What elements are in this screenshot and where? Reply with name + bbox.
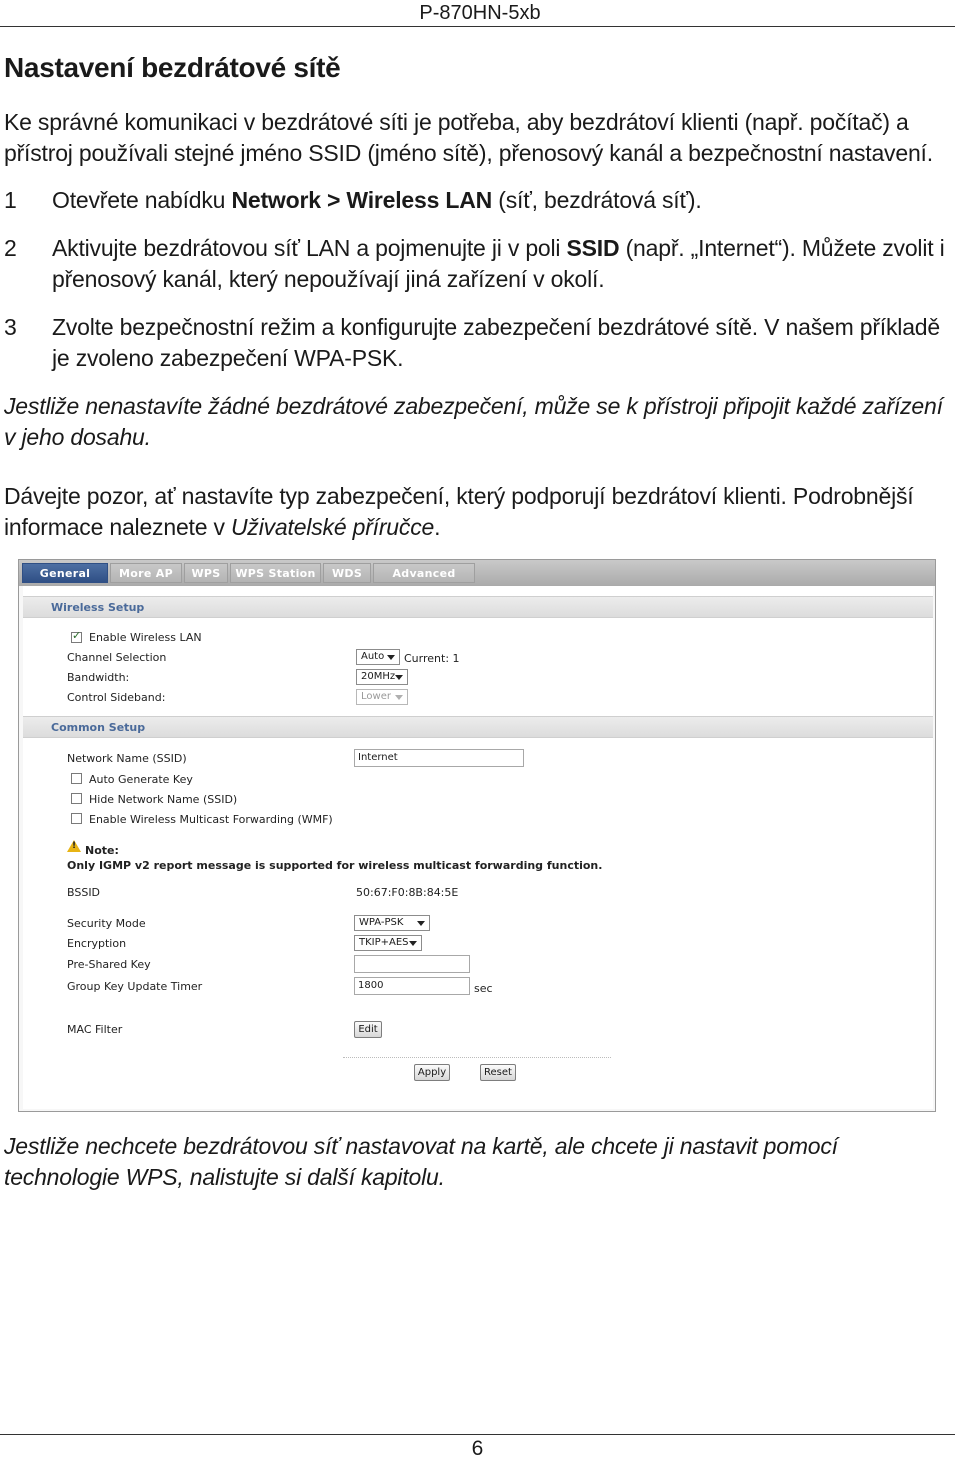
ssid-label: Network Name (SSID) (67, 752, 187, 765)
reset-button[interactable]: Reset (480, 1064, 516, 1081)
tab-wps-station[interactable]: WPS Station (230, 563, 321, 583)
step-3 (4, 312, 949, 374)
footer-divider (0, 1434, 955, 1435)
tab-bar (19, 560, 935, 586)
channel-value: Auto (361, 651, 385, 662)
security-mode-select[interactable] (354, 915, 430, 931)
bssid-label: BSSID (67, 886, 101, 899)
enable-wlan-checkbox[interactable] (71, 632, 82, 643)
psk-label: Pre-Shared Key (67, 958, 151, 971)
step-1 (4, 185, 949, 216)
psk-input[interactable] (354, 955, 470, 973)
auto-key-label: Auto Generate Key (89, 773, 193, 786)
channel-label: Channel Selection (67, 651, 167, 664)
step-text: Otevřete nabídku (52, 187, 232, 213)
hide-ssid-label: Hide Network Name (SSID) (89, 793, 238, 806)
bandwidth-select[interactable] (356, 669, 408, 685)
channel-select[interactable] (356, 649, 400, 665)
tab-wds[interactable]: WDS (323, 563, 371, 583)
timer-label: Group Key Update Timer (67, 980, 203, 993)
encryption-label: Encryption (67, 937, 127, 950)
multicast-checkbox[interactable] (71, 813, 82, 824)
page-number: 6 (471, 1437, 484, 1460)
timer-unit: sec (474, 982, 493, 995)
header-divider (0, 26, 955, 27)
tab-wps[interactable]: WPS (184, 563, 228, 583)
enable-wlan-label: Enable Wireless LAN (89, 631, 202, 644)
step-2 (4, 233, 949, 295)
auto-key-checkbox[interactable] (71, 773, 82, 784)
common-setup-heading: Common Setup (23, 716, 933, 738)
step-text: Zvolte bezpečnostní režim a konfigurujte zabezpečení bezdrátové sítě. V našem příkladě je zvoleno zabezpečení WPA-PSK. (52, 314, 940, 371)
step-number: 2 (4, 235, 17, 261)
note-text: Only IGMP v2 report message is supported for wireless multicast forwarding function. (67, 859, 603, 872)
ssid-input[interactable]: Internet (354, 749, 524, 767)
current-channel: Current: 1 (404, 652, 460, 665)
step-bold-text: SSID (566, 235, 620, 261)
step-bold-text: Network > Wireless LAN (231, 187, 493, 213)
timer-input[interactable]: 1800 (354, 977, 470, 995)
section-title: Nastavení bezdrátové sítě (4, 52, 341, 83)
button-divider (343, 1057, 611, 1058)
encryption-select[interactable] (354, 935, 422, 951)
caution-text-end: . (434, 514, 441, 540)
wireless-setup-heading: Wireless Setup (23, 596, 933, 618)
wps-note-paragraph: Jestliže nechcete bezdrátovou síť nastavovat na kartě, ale chcete ji nastavit pomocí technologie WPS, nalistujte si další kapitolu. (4, 1133, 838, 1190)
caution-text: Dávejte pozor, ať nastavíte typ zabezpečení, který podporují bezdrátoví klienti. Podrobnější informace naleznete v (4, 483, 914, 540)
encryption-value: TKIP+AES (359, 937, 409, 948)
step-text: (síť, bezdrátová síť). (492, 187, 702, 213)
bandwidth-label: Bandwidth: (67, 671, 130, 684)
step-number: 3 (4, 314, 17, 340)
chevron-down-icon (417, 921, 425, 926)
chevron-down-icon (395, 675, 403, 680)
security-mode-label: Security Mode (67, 917, 146, 930)
settings-panel (23, 586, 933, 1109)
mac-filter-label: MAC Filter (67, 1023, 123, 1036)
multicast-label: Enable Wireless Multicast Forwarding (WMF) (89, 813, 333, 826)
tab-advanced-setup[interactable]: Advanced (373, 563, 475, 583)
edit-mac-filter-button[interactable]: Edit (354, 1021, 382, 1038)
warning-paragraph: Jestliže nenastavíte žádné bezdrátové zabezpečení, může se k přístroji připojit každé zařízení v jeho dosahu. (4, 393, 943, 450)
step-text: (např. „Internet“). Můžete zvolit i přenosový kanál, který nepoužívají jiná zařízení v okolí. (52, 235, 945, 292)
bssid-value: 50:67:F0:8B:84:5E (356, 886, 459, 899)
chevron-down-icon (387, 655, 395, 660)
sideband-label: Control Sideband: (67, 691, 166, 704)
router-config-screenshot (18, 559, 936, 1112)
caution-paragraph (4, 481, 949, 543)
tab-general[interactable]: General (22, 563, 108, 583)
sideband-value: Lower (361, 691, 391, 702)
tab-more-ap[interactable]: More AP (110, 563, 182, 583)
manual-reference: Uživatelské příručce (231, 514, 435, 540)
step-text: Aktivujte bezdrátovou síť LAN a pojmenujte ji v poli (52, 235, 567, 261)
intro-paragraph: Ke správné komunikaci v bezdrátové síti je potřeba, aby bezdrátoví klienti (např. počítač) a přístroj používali stejné jméno SSID (jméno sítě), přenosový kanál a bezpečnostní nastavení. (4, 109, 933, 166)
note-title: Note: (85, 844, 119, 857)
step-number: 1 (4, 187, 17, 213)
sideband-select[interactable] (356, 689, 408, 705)
document-model-header: P-870HN-5xb (419, 2, 541, 24)
chevron-down-icon (409, 941, 417, 946)
security-mode-value: WPA-PSK (359, 917, 404, 928)
bandwidth-value: 20MHz (361, 671, 396, 682)
hide-ssid-checkbox[interactable] (71, 793, 82, 804)
chevron-down-icon (395, 695, 403, 700)
apply-button[interactable]: Apply (414, 1064, 450, 1081)
warning-icon (67, 840, 81, 852)
